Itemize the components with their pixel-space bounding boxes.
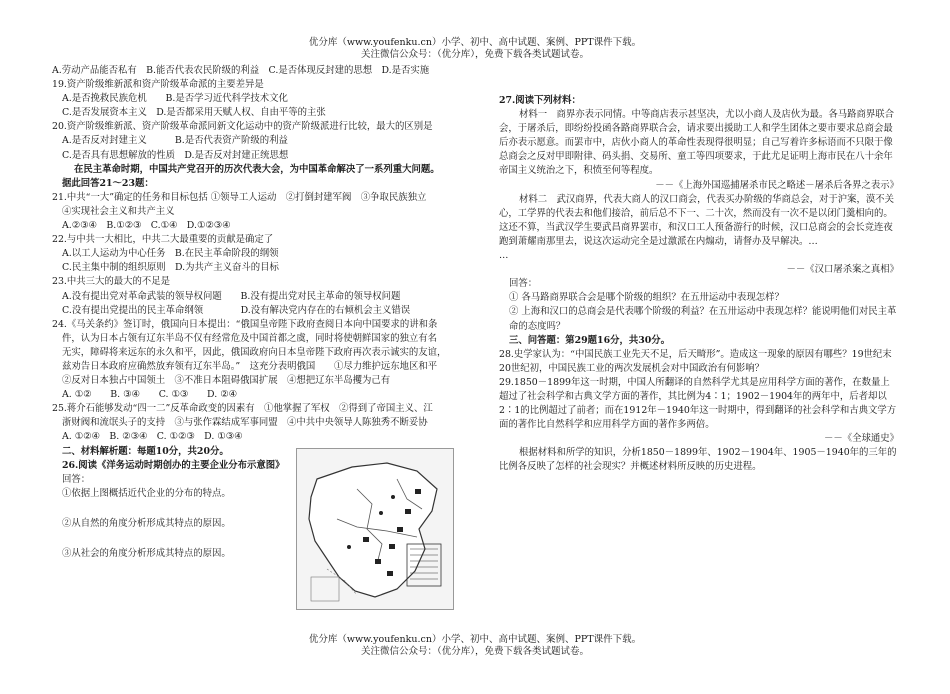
q21-stem: 21.中共“一大”确定的任务和目标包括 ①领导工人运动 ②打倒封建军阀 ③争取民族独立 [52,191,427,203]
material-2-ellipsis: … [499,250,509,262]
footer-line-2: 关注微信公众号：（优分库），免费下载各类试题试卷。 [360,646,589,657]
q22-options-2: C.民主集中制的组织原则 D.为共产主义奋斗的目标 [62,262,279,274]
q27-item-1: ① 各马路商界联合会是哪个阶级的组织？在五卅运动中表现怎样？ [509,292,784,304]
q24-options: A. ①② B. ③④ C. ①③ D. ②④ [62,389,238,401]
q26-answer-label: 回答： [62,473,91,485]
q26-stem: 26.阅读《洋务运动时期创办的主要企业分布示意图》 [62,459,285,471]
section-3-title: 三、问答题：第29题16分，共30分。 [509,334,671,346]
q26-item-2: ②从自然的角度分析形成其特点的原因。 [62,517,231,529]
q24-stem-3: 无实，障碍将来远东的永久和平，因此，俄国政府向日本皇帝陛下政府再次表示诚实的友谊， [62,346,447,358]
q25-options: A. ①②④ B. ②③④ C. ①②③ D. ①③④ [62,431,243,443]
q29-question: 根据材料和所学的知识，分析1850－1899年、1902－1904年、1905－1940年的三年的比例各反映了怎样的社会现实？并概述材料所反映的历史进程。 [499,447,897,473]
header-line-2: 关注微信公众号：（优分库），免费下载各类试题试卷。 [360,49,589,60]
q27-item-2: ② 上海和汉口的总商会是代表哪个阶级的利益？在五卅运动中表现怎样？能说明他们对民主革命的态度吗？ [509,306,897,332]
q23-options-2: C.没有提出党提出的民主革命纲领 D.没有解决党内存在的右倾机会主义错误 [62,304,411,316]
q29-material: 29.1850－1899年这一时期，中国人所翻译的自然科学尤其是应用科学方面的著作，在数量上超过了社会科学和古典文学方面的著作，其比例为4∶1；1902－1904年的两年中，后者却以2∶1的比例超过了前者；而在1912年－1940年这一时期中，得到翻译的社会科学和古典文学方面的著作比自然科学和应用科学方面的著作多两倍。 [499,376,897,431]
material-1-source: －－《上海外国巡捕屠杀市民之略述－屠杀后各界之表示》 [655,179,899,191]
q23-options-1: A.没有提出党对革命武装的领导权问题 B.没有提出党对民主革命的领导权问题 [62,290,401,302]
q28: 28.史学家认为：“中国民族工业先天不足，后天畸形”。造成这一现象的原因有哪些？19世纪末20世纪初，中国民族工业的两次发展机会对中国政治有何影响？ [499,348,892,374]
q24-stem-5: ②反对日本独占中国领土 ③不准日本阻碍俄国扩展 ④想把辽东半岛攫为己有 [62,375,391,387]
material-2: 材料二 武汉商界，代表大商人的汉口商会，代表买办阶级的华商总会，对于沪案，漠不关心，工学界的代表去和他们接洽，前后总不下一、二十次，然而没有一次不是以闭门羹相向的。这还不算，当武汉学生要武昌商界罢市，和汉口工人预备游行的时候，汉口总商会的会长竞连夜跑到萧耀南那里去，说这次运动完全是过激派在内煽动，请督办及早解决。… [499,193,895,247]
enterprise-distribution-map [296,448,454,610]
q20-options-1: A.是否反对封建主义 B.是否代表资产阶级的利益 [62,135,288,147]
china-map-image [297,449,453,609]
q18-options: A.劳动产品能否私有 B.能否代表农民阶级的利益 C.是否体现反封建的思想 D.是否实施 [52,65,430,76]
q20-stem: 20.资产阶级维新派、资产阶级革命派同新文化运动中的资产阶级派进行比较，最大的区别是 [52,121,433,133]
q21-options: A.②③④ B.①②③ C.①④ D.①②③④ [62,220,231,232]
q26-item-3: ③从社会的角度分析形成其特点的原因。 [62,548,231,559]
group-intro: 在民主革命时期，中国共产党召开的历次代表大会，为中国革命解决了一系列重大问题。 [74,163,440,175]
section-2-title: 二、材料解析题：每题10分，共20分。 [62,445,229,457]
q24-stem-4: 兹劝告日本政府应确然放弃领有辽东半岛。” 这充分表明俄国 ①尽力维护远东地区和平 [62,360,438,372]
q22-stem: 22.与中共一大相比，中共二大最重要的贡献是确定了 [52,234,274,246]
page-header [0,37,950,61]
q25-stem-1: 25.蒋介石能够发动“四一二”反革命政变的因素有 ①他掌握了军权 ②得到了帝国主义、江 [52,403,433,415]
q24-stem-1: 24.《马关条约》签订时，俄国向日本提出：“俄国皇帝陛下政府查阅日本向中国要求的讲和条 [52,318,438,330]
q19-options-2: C.是否发展资本主义 D.是否都采用天赋人权、自由平等的主张 [62,107,326,119]
q20-options-2: C.是否具有思想解放的性质 D.是否反对封建正统思想 [62,149,289,161]
right-column [499,94,899,475]
group-intro-2: 据此回答21～23题： [62,177,154,189]
page-footer [0,634,950,658]
header-line-1: 优分库（www.youfenku.cn）小学、初中、高中试题、案例、PPT课件下载。 [308,37,642,48]
q22-options-1: A.以工人运动为中心任务 B.在民主革命阶段的纲领 [62,248,279,260]
q24-stem-2: 件，认为日本占领有辽东半岛不仅有经常危及中国首都之虞，同时将使朝鲜国家的独立有名 [62,332,438,344]
q27-stem: 27.阅读下列材料： [499,95,581,106]
q29-source: －－《全球通史》 [823,433,899,445]
q21-stem-2: ④实现社会主义和共产主义 [62,205,175,217]
q27-answer-label: 回答： [509,278,538,290]
footer-line-1: 优分库（www.youfenku.cn）小学、初中、高中试题、案例、PPT课件下载。 [308,634,642,645]
q26-item-1: ①依据上图概括近代企业的分布的特点。 [62,487,231,499]
q19-options-1: A.是否挽救民族危机 B.是否学习近代科学技术文化 [62,93,288,105]
q23-stem: 23.中共三大的最大的不足是 [52,276,171,288]
material-2-source: －－《汉口屠杀案之真相》 [786,264,899,276]
material-1: 材料一 商界亦表示同情。中等商店表示甚坚决，尤以小商人及店伙为最。各马路商界联合会，于屠杀后，即纷纷投函各路商界联合会，请求要出援助工人和学生团体之要市要求总商会最后亦表示愿意。而罢市中，店伙小商人的革命性表现得很明显；自己写着许多标语而不只限于像总商会之反对甲即附律、码头捐、交易所、童工等四项要求，于此尤足证明上海市民在八十余年帝国主义统治之下，积愤至何等程度。 [499,109,895,177]
q19-stem: 19.资产阶级维新派和资产阶级革命派的主要差异是 [52,79,264,91]
q25-stem-2: 浙财阀和流氓头子的支持 ③与张作霖结成军事同盟 ④中共中央领导人陈独秀不断妥协 [62,417,428,429]
